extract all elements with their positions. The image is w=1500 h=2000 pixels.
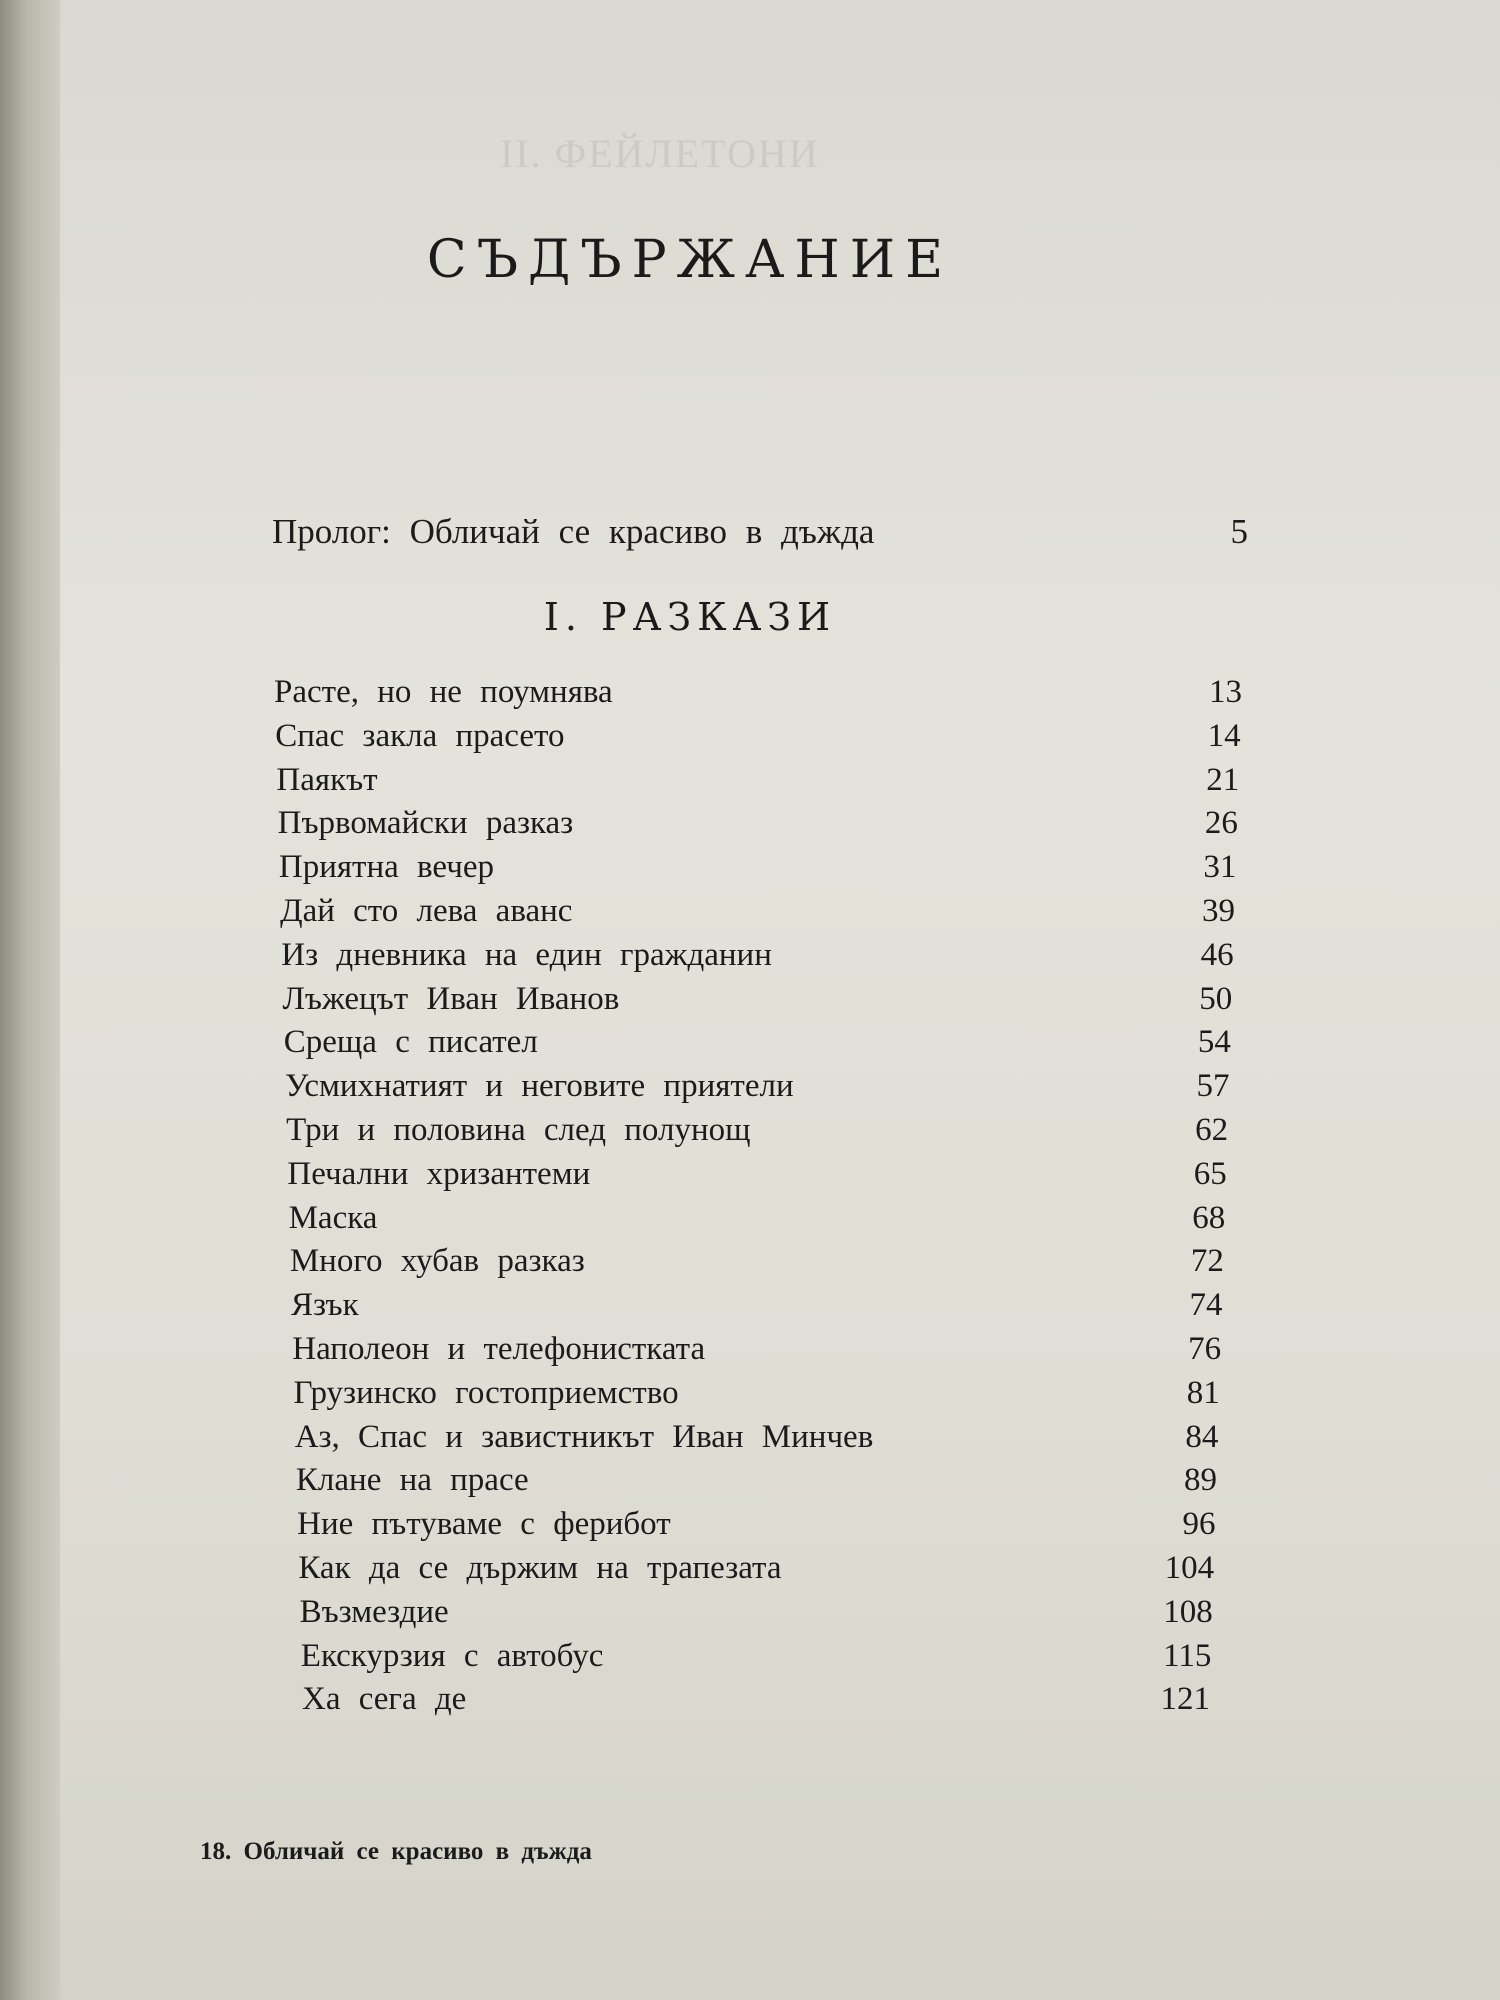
- toc-entry-title: Лъжецът Иван Иванов: [282, 980, 620, 1017]
- toc-entry-page-number: 26: [1204, 805, 1238, 842]
- toc-entry-page-number: 54: [1197, 1024, 1231, 1061]
- prologue-page-number: 5: [1230, 512, 1248, 551]
- toc-entry-page-number: 21: [1206, 761, 1240, 798]
- toc-entry: [290, 1243, 1224, 1280]
- toc-entry-page-number: 72: [1190, 1243, 1224, 1280]
- section-title: I. РАЗКАЗИ: [543, 595, 837, 639]
- toc-entry: [285, 1068, 1230, 1105]
- toc-entry-title: Язък: [291, 1287, 359, 1324]
- toc-entry: [278, 805, 1238, 842]
- toc-entry-title: Ние пътуваме с ферибот: [297, 1506, 671, 1543]
- toc-entry-title: Екскурзия с автобус: [300, 1637, 604, 1674]
- toc-entry: [284, 1024, 1231, 1061]
- toc-entry-page-number: 115: [1163, 1637, 1212, 1674]
- toc-entry-page-number: 62: [1195, 1112, 1229, 1148]
- toc-entry-title: Клане на прасе: [295, 1462, 529, 1499]
- toc-entry: [292, 1331, 1221, 1368]
- toc-entry: [289, 1200, 1226, 1237]
- toc-entry-title: Печални хризантеми: [287, 1155, 591, 1192]
- toc-entry-page-number: 81: [1186, 1374, 1220, 1411]
- toc-entry-page-number: 96: [1182, 1506, 1216, 1543]
- toc-entry: [296, 1462, 1217, 1499]
- toc-entry-page-number: 68: [1192, 1199, 1226, 1236]
- toc-entry-page-number: 50: [1199, 980, 1233, 1017]
- bleed-through-text: II. ФЕЙЛЕТОНИ: [500, 131, 820, 176]
- page-title: СЪДЪРЖАНИЕ: [426, 230, 954, 290]
- toc-entry: [274, 674, 1242, 711]
- toc-entry: [283, 981, 1233, 1018]
- prologue-label: Пролог: Обличай се красиво в дъжда: [272, 512, 875, 551]
- toc-entry-title: Паякът: [276, 761, 378, 798]
- toc-entry: [293, 1375, 1219, 1412]
- toc-entry-page-number: 74: [1189, 1287, 1223, 1324]
- toc-entry: [298, 1550, 1214, 1587]
- toc-entry: [297, 1506, 1215, 1543]
- toc-entry-title: Из дневника на един гражданин: [281, 936, 772, 973]
- toc-entry: [276, 762, 1239, 799]
- toc-entry-title: Приятна вечер: [278, 849, 494, 886]
- toc-entry-page-number: 13: [1209, 674, 1242, 710]
- toc-entry-page-number: 31: [1203, 849, 1237, 886]
- toc-entry: [300, 1594, 1213, 1631]
- toc-entry-title: Усмихнатият и неговите приятели: [284, 1068, 794, 1105]
- toc-entry-title: Наполеон и телефонистката: [292, 1331, 706, 1367]
- toc-entry-title: Аз, Спас и завистникът Иван Минчев: [294, 1418, 874, 1455]
- toc-entry-title: Много хубав разказ: [289, 1243, 585, 1280]
- toc-entry-page-number: 76: [1188, 1331, 1222, 1367]
- toc-entry-page-number: 39: [1202, 893, 1236, 929]
- toc-entry: [302, 1681, 1210, 1718]
- toc-entry-page-number: 104: [1164, 1550, 1215, 1586]
- toc-entry: [280, 893, 1235, 930]
- toc-entry: [287, 1156, 1226, 1193]
- toc-entry-title: Три и половина след полунощ: [286, 1112, 751, 1148]
- prologue-entry: [272, 512, 1248, 552]
- toc-entry-page-number: 108: [1163, 1593, 1213, 1630]
- toc-entry-page-number: 84: [1185, 1418, 1219, 1455]
- toc-entry: [281, 937, 1233, 974]
- toc-entry-title: Как да се държим на трапезата: [298, 1550, 782, 1586]
- toc-entry-title: Маска: [288, 1199, 378, 1236]
- toc-entry: [301, 1638, 1212, 1675]
- toc-entry-page-number: 121: [1160, 1681, 1210, 1718]
- toc-entry-title: Дай сто лева аванс: [280, 893, 573, 929]
- toc-entry-title: Възмездие: [299, 1593, 449, 1630]
- toc-entry-page-number: 57: [1196, 1068, 1230, 1105]
- toc-entry-title: Расте, но не поумнява: [274, 674, 613, 710]
- toc-entry: [291, 1287, 1222, 1324]
- toc-entry-title: Първомайски разказ: [277, 805, 574, 842]
- toc-entry-title: Среща с писател: [283, 1024, 538, 1061]
- toc-entry-page-number: 65: [1193, 1155, 1227, 1192]
- page-footer: 18. Обличай се красиво в дъжда: [200, 1838, 592, 1865]
- toc-entry-title: Спас закла прасето: [275, 717, 565, 754]
- toc-entry: [286, 1112, 1228, 1149]
- toc-entry-title: Ха сега де: [302, 1681, 467, 1718]
- toc-entry: [295, 1419, 1219, 1456]
- toc-entry-page-number: 46: [1200, 936, 1234, 973]
- toc-entry-title: Грузинско гостоприемство: [293, 1374, 679, 1411]
- adjacent-page-edge: [0, 0, 60, 2000]
- toc-entry-page-number: 89: [1183, 1462, 1217, 1499]
- toc-entry-page-number: 14: [1207, 717, 1241, 754]
- toc-entry: [279, 849, 1237, 886]
- toc-entry: [275, 718, 1240, 755]
